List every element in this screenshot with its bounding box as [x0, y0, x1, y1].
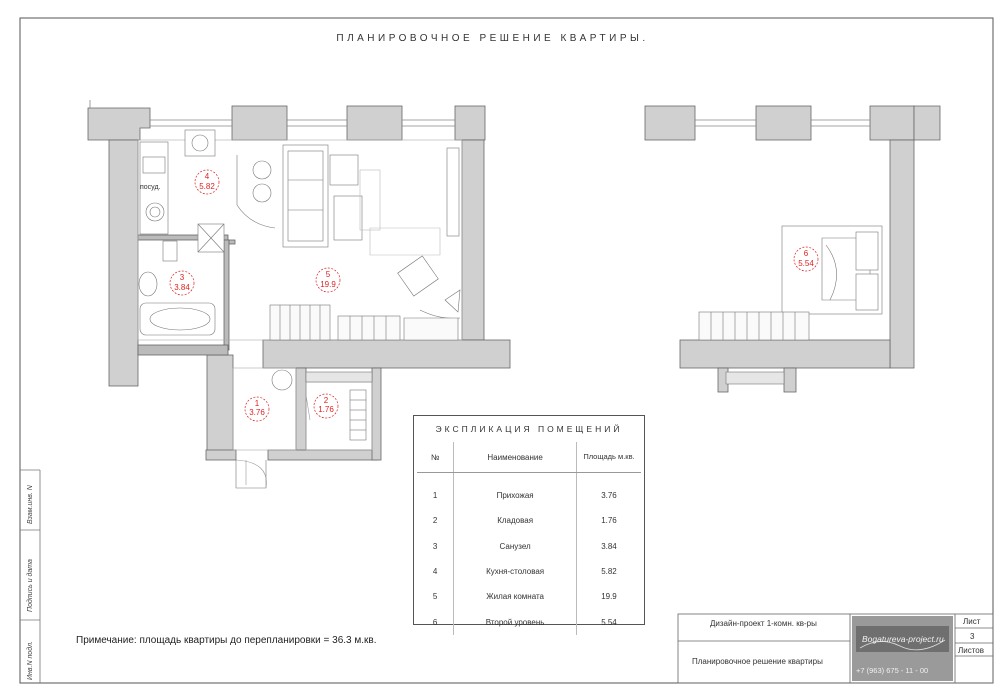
- explication-heading: ЭКСПЛИКАЦИЯ ПОМЕЩЕНИЙ: [435, 424, 623, 434]
- sheets-label: Листов: [958, 646, 984, 655]
- room-area: 3.84: [174, 283, 190, 292]
- room-area: 5.82: [199, 182, 215, 191]
- table-row: 6 Второй уровень 5.54: [417, 609, 641, 634]
- sheet-number: 3: [970, 632, 975, 641]
- room-marker-2: [314, 394, 338, 418]
- room-number: 3: [179, 273, 185, 282]
- room-area: 19.9: [320, 280, 336, 289]
- room-marker-6: [794, 247, 818, 271]
- stamp-inv-orig: Инв.N подл.: [27, 641, 34, 680]
- phone-number: +7 (963) 675 - 11 - 00: [856, 666, 929, 675]
- table-row: 2 Кладовая 1.76: [417, 508, 641, 533]
- col-num: №: [417, 442, 454, 473]
- logo-text: Bogatureva-project.ru: [862, 634, 944, 644]
- table-row: 1 Прихожая 3.76: [417, 483, 641, 508]
- sheet-title: ПЛАНИРОВОЧНОЕ РЕШЕНИЕ КВАРТИРЫ.: [336, 33, 649, 44]
- room-area: 3.76: [249, 408, 265, 417]
- explication-table: [413, 415, 645, 625]
- dishwasher-label: посуд.: [140, 184, 161, 191]
- stamp-sign-date: Подпись и дата: [27, 559, 34, 612]
- room-marker-3: [170, 271, 194, 295]
- table-header-row: [417, 442, 641, 473]
- table-row: 4 Кухня-столовая 5.82: [417, 559, 641, 584]
- room-number: 1: [254, 399, 260, 408]
- table-row: 3 Санузел 3.84: [417, 534, 641, 559]
- project-name: Дизайн-проект 1-комн. кв-ры: [710, 619, 817, 628]
- sheet-label: Лист: [963, 617, 981, 626]
- room-area: 5.54: [798, 259, 814, 268]
- room-marker-5: [316, 268, 340, 292]
- stamp-replace-inv: Взам.инв. N: [27, 485, 34, 524]
- room-number: 2: [323, 396, 329, 405]
- room-area: 1.76: [318, 405, 334, 414]
- room-marker-1: [245, 397, 269, 421]
- room-number: 5: [325, 270, 331, 279]
- living-furniture: [270, 145, 460, 340]
- room-marker-4: [195, 170, 219, 194]
- room-number: 6: [803, 249, 809, 258]
- col-area: Площадь м.кв.: [576, 442, 641, 473]
- sheet-name: Планировочное решение квартиры: [692, 657, 823, 666]
- col-name: Наименование: [454, 442, 577, 473]
- area-note: Примечание: площадь квартиры до перепланировки = 36.3 м.кв.: [76, 635, 377, 646]
- room-number: 4: [204, 172, 210, 181]
- explication-grid: [417, 442, 641, 635]
- table-row: 5 Жилая комната 19.9: [417, 584, 641, 609]
